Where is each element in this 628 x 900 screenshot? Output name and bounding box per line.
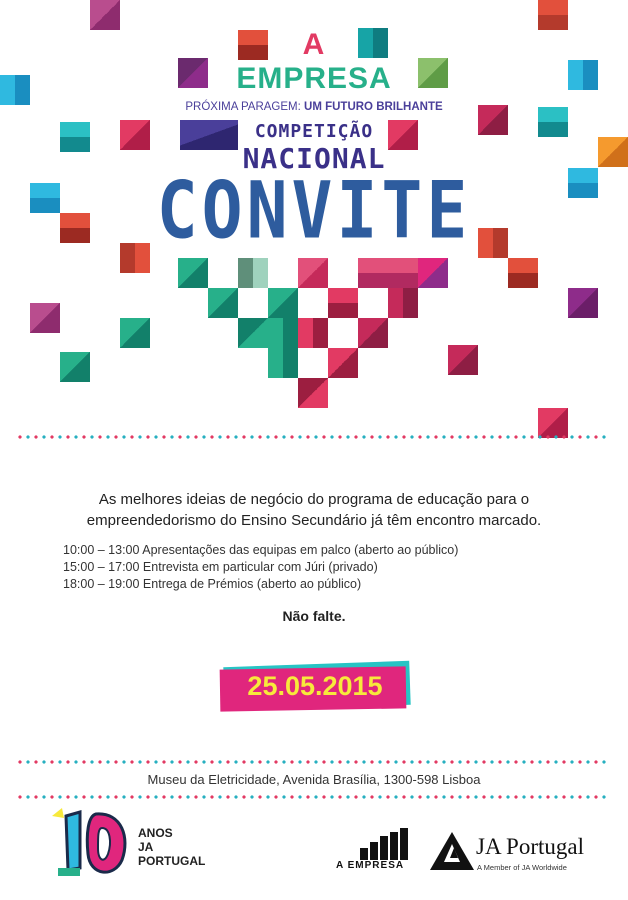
schedule-item: 10:00 – 13:00 Apresentações das equipas em palco (aberto ao público) <box>63 543 459 557</box>
tile <box>208 288 238 318</box>
schedule-item: 18:00 – 19:00 Entrega de Prémios (aberto ao público) <box>63 577 362 591</box>
tile <box>538 408 568 438</box>
tagline-prefix: PRÓXIMA PARAGEM: <box>185 101 301 113</box>
intro-line: empreendedorismo do Ensino Secundário já têm encontro marcado. <box>86 512 542 529</box>
tile <box>448 345 478 375</box>
tile <box>238 318 268 348</box>
tagline <box>0 101 628 113</box>
tile <box>30 303 60 333</box>
a-empresa-logo-icon <box>360 826 408 860</box>
tile <box>358 273 418 288</box>
tile <box>238 258 268 288</box>
empresa-logo-text: EMPRESA <box>236 62 392 95</box>
anniversary-label <box>138 826 205 868</box>
schedule-item: 15:00 – 17:00 Entrevista em particular com Júri (privado) <box>63 560 378 574</box>
tile <box>120 318 150 348</box>
tile <box>268 288 298 318</box>
anniversary-line: JA <box>138 840 154 854</box>
page-title: CONVITE <box>156 166 472 257</box>
tile <box>508 273 538 288</box>
tile <box>298 318 328 348</box>
tile <box>538 0 568 15</box>
dotted-divider <box>18 435 610 439</box>
tile <box>298 258 328 288</box>
intro-line: As melhores ideias de negócio do programa de educação para o <box>98 491 530 508</box>
tile <box>268 348 298 378</box>
tile <box>60 352 90 382</box>
call-to-action: Não falte. <box>282 608 346 624</box>
tile <box>268 318 298 348</box>
event-date: 25.05.2015 <box>247 671 383 701</box>
ten-years-logo-icon <box>52 808 134 880</box>
intro-text <box>0 489 628 531</box>
tile <box>508 258 538 273</box>
dotted-divider <box>18 795 610 799</box>
date-badge <box>220 662 410 714</box>
dotted-divider <box>18 760 610 764</box>
tile <box>328 348 358 378</box>
tile <box>298 378 328 408</box>
competition-line2: NACIONAL <box>242 142 386 175</box>
tile <box>418 258 448 288</box>
tagline-bold: UM FUTURO BRILHANTE <box>304 101 443 113</box>
tile <box>178 258 208 288</box>
tile <box>358 318 388 348</box>
tile <box>328 303 358 318</box>
a-logo-letter: A <box>302 28 326 61</box>
tile <box>328 288 358 303</box>
tile <box>568 288 598 318</box>
anniversary-line: ANOS <box>138 826 173 840</box>
ja-portugal-name: JA Portugal <box>476 834 584 859</box>
tile <box>358 258 418 273</box>
tile <box>90 0 120 30</box>
a-empresa-label: A EMPRESA <box>336 860 405 871</box>
ja-portugal-logo-icon <box>430 830 474 870</box>
ja-portugal-tagline: A Member of JA Worldwide <box>477 863 567 872</box>
venue-address: Museu da Eletricidade, Avenida Brasília, 1300-598 Lisboa <box>147 772 481 787</box>
tile <box>388 288 418 318</box>
anniversary-line: PORTUGAL <box>138 854 206 868</box>
competition-line1: COMPETIÇÃO <box>254 121 374 142</box>
